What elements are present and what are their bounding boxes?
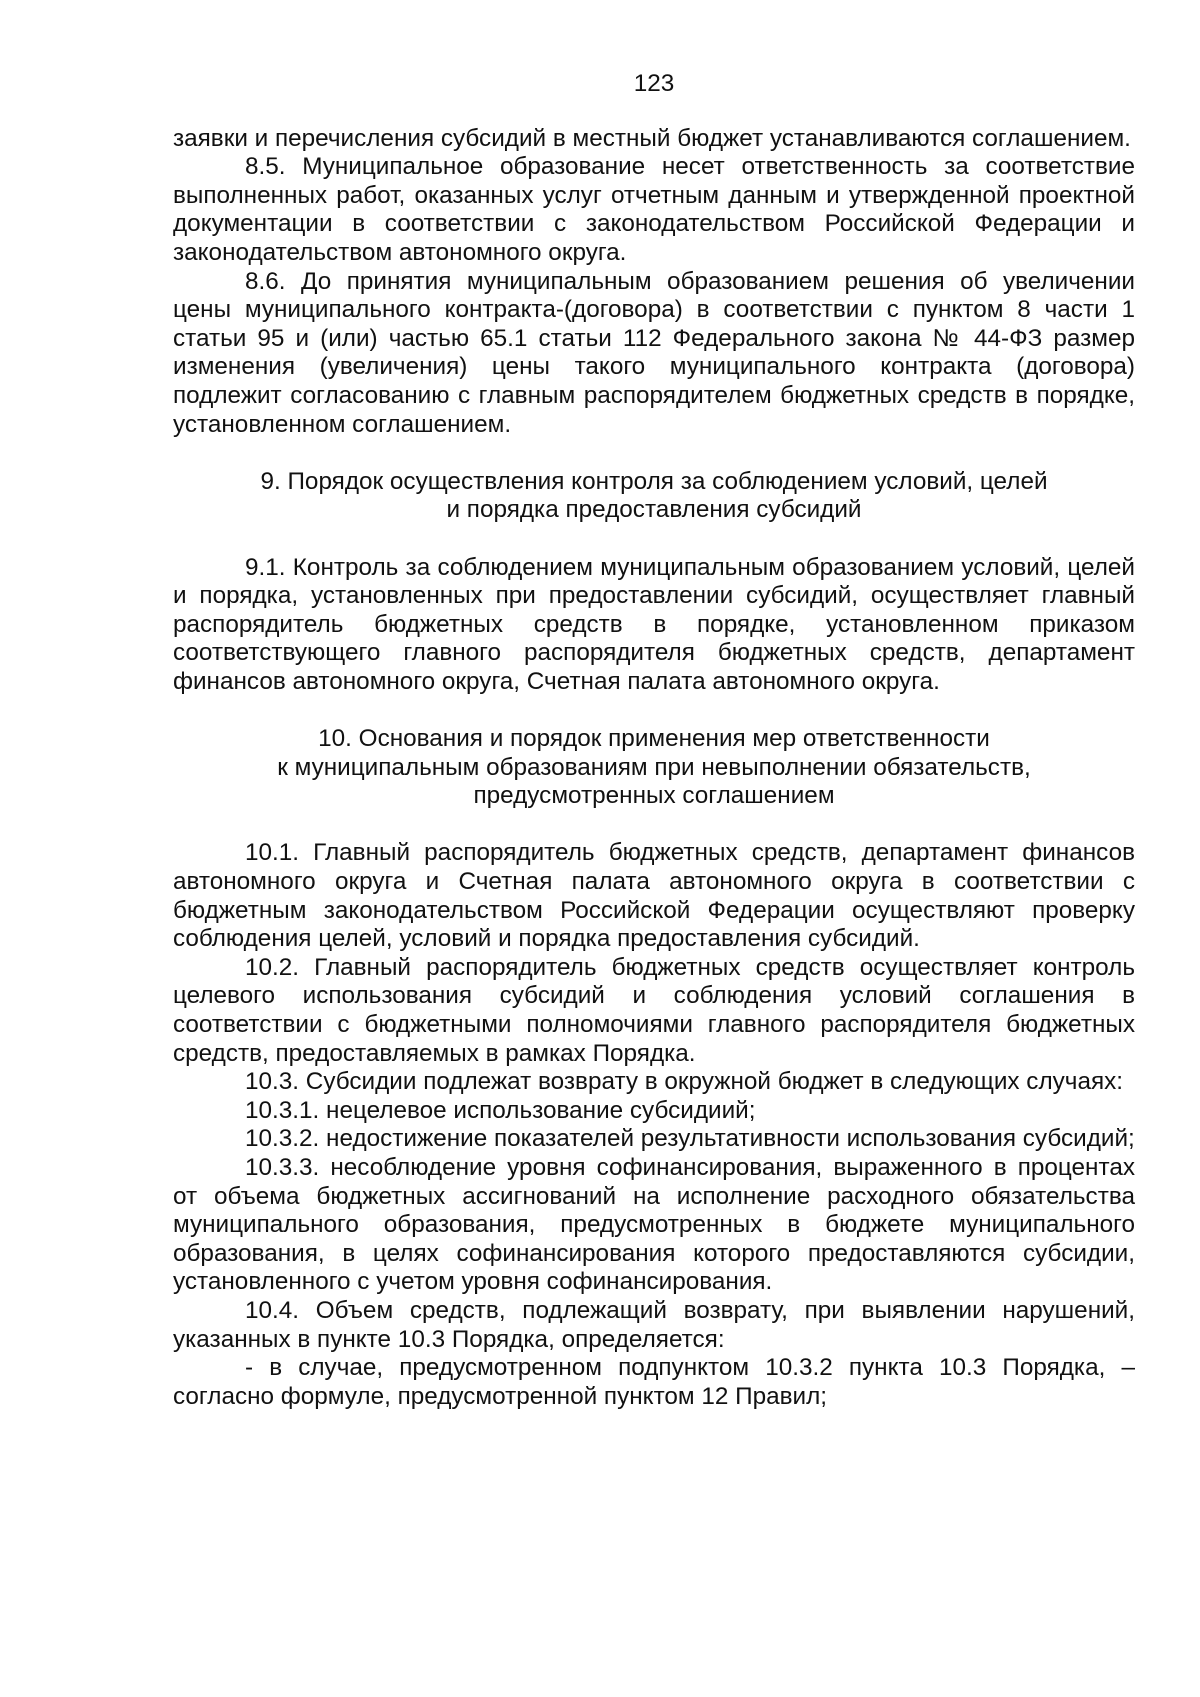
paragraph-10-3-1: 10.3.1. нецелевое использование субсидиий; (245, 1096, 756, 1124)
spacer (173, 439, 1135, 468)
paragraph-10-3-2: 10.3.2. недостижение показателей результативности использования субсидий; (245, 1125, 1135, 1153)
paragraph-10-4: 10.4. Объем средств, подлежащий возврату, при выявлении нарушений, указанных в пункте 10.3 Порядка, определяется: (173, 1296, 1135, 1353)
paragraph-9-1: 9.1. Контроль за соблюдением муниципальным образованием условий, целей и порядка, установленных при предоставлении субсидий, осуществляет главный распорядитель бюджетных средств в порядке, установленном приказом соответствующего главного распорядителя бюджетных средств, департамент финансов автономного округа, Счетная палата автономного округа. (173, 553, 1135, 695)
page-number: 123 (633, 70, 675, 97)
heading-line: предусмотренных соглашением (473, 782, 835, 810)
paragraph-intro: заявки и перечисления субсидий в местный бюджет устанавливаются соглашением. (173, 124, 1131, 152)
spacer (173, 696, 1135, 725)
heading-line: и порядка предоставления субсидий (446, 496, 862, 524)
spacer (173, 525, 1135, 554)
paragraph-10-1: 10.1. Главный распорядитель бюджетных средств, департамент финансов автономного округа и Счетная палата автономного округа в соответствии с бюджетным законодательством Российской Федерации осуществляют проверку соблюдения целей, условий и порядка предоставления субсидий. (173, 839, 1135, 953)
spacer (173, 811, 1135, 840)
paragraph-10-3: 10.3. Субсидии подлежат возврату в окружной бюджет в следующих случаях: (245, 1068, 1124, 1096)
paragraph-8-5: 8.5. Муниципальное образование несет ответственность за соответствие выполненных работ, оказанных услуг отчетным данным и утвержденной проектной документации в соответствии с законодательством Российской Федерации и законодательством автономного округа. (173, 153, 1135, 266)
paragraph-8-6: 8.6. До принятия муниципальным образованием решения об увеличении цены муниципального контракта-(договора) в соответствии с пунктом 8 части 1 статьи 95 и (или) частью 65.1 статьи 112 Федерального закона № 44-ФЗ размер изменения (увеличения) цены такого муниципального контракта (договора) подлежит согласованию с главным распорядителем бюджетных средств в порядке, установленном соглашением. (173, 267, 1135, 438)
heading-line: 9. Порядок осуществления контроля за соблюдением условий, целей (260, 467, 1048, 495)
paragraph-10-3-3: 10.3.3. несоблюдение уровня софинансирования, выраженного в процентах от объема бюджетных ассигнований на исполнение расходного обязательства муниципального образования, предусмотренных в бюджете муниципального образования, в целях софинансирования которого предоставляются субсидии, установленного с учетом уровня софинансирования. (173, 1153, 1135, 1296)
heading-line: 10. Основания и порядок применения мер ответственности (318, 725, 990, 753)
paragraph-10-2: 10.2. Главный распорядитель бюджетных средств осуществляет контроль целевого использования субсидий и соблюдения условий соглашения в соответствии с бюджетными полномочиями главного распорядителя бюджетных средств, предоставляемых в рамках Порядка. (173, 953, 1135, 1067)
section-heading-10 (173, 725, 1135, 811)
heading-line: к муниципальным образованиям при невыполнении обязательств, (277, 753, 1031, 781)
section-heading-9 (173, 468, 1135, 525)
paragraph-10-4-item: - в случае, предусмотренном подпунктом 10.3.2 пункта 10.3 Порядка, – согласно формуле, предусмотренной пунктом 12 Правил; (173, 1354, 1135, 1410)
